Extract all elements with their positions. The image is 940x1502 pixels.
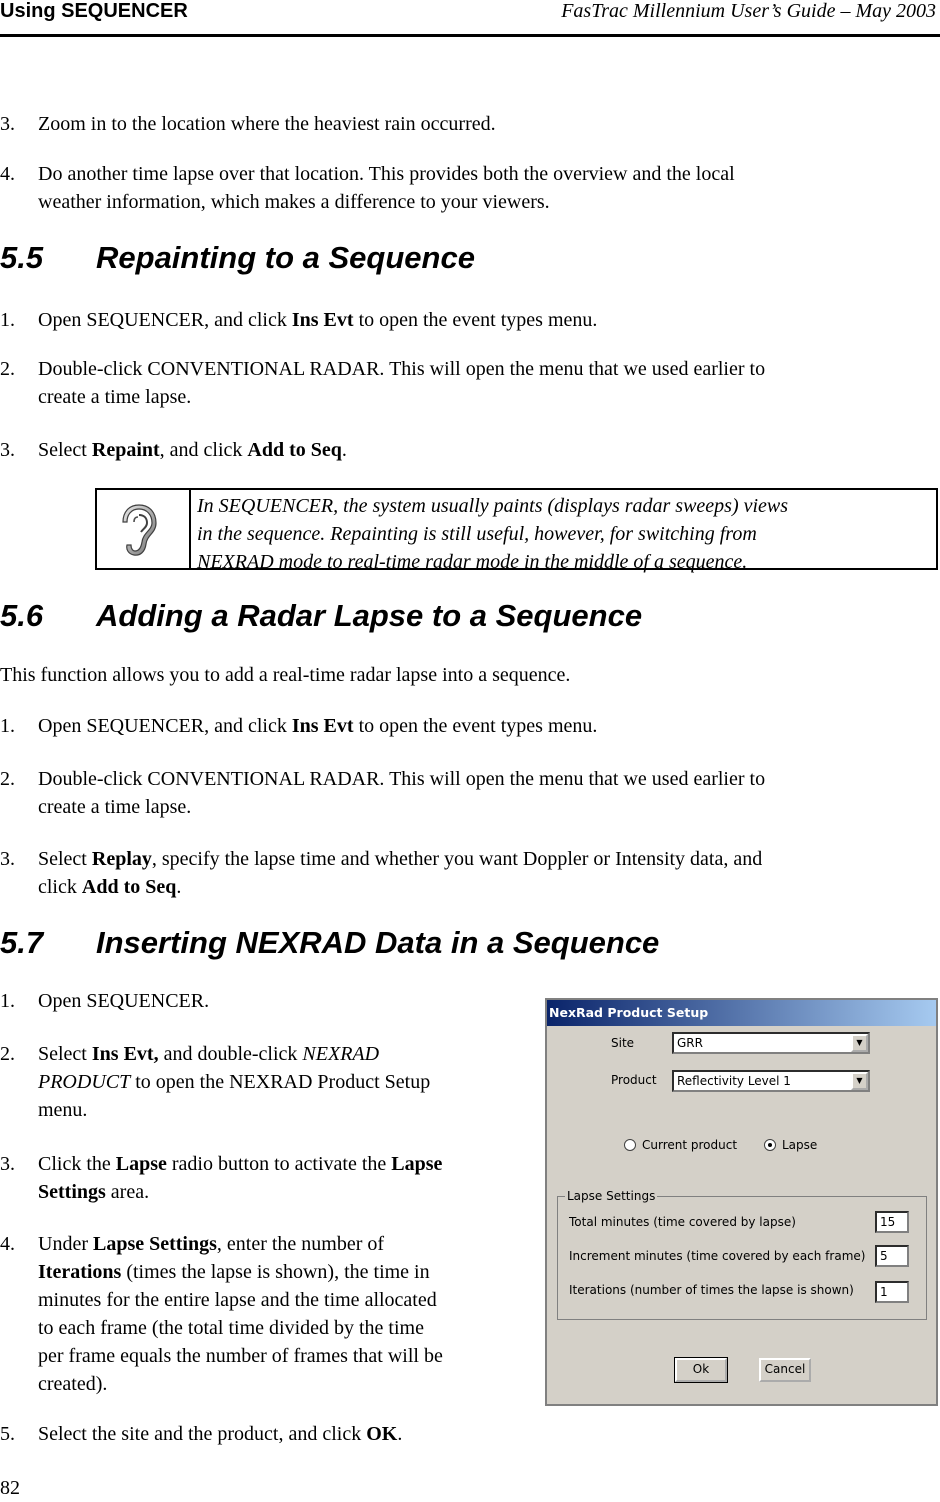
chevron-down-icon[interactable]: ▼ bbox=[851, 1034, 868, 1052]
site-label: Site bbox=[611, 1036, 635, 1050]
header-section-title: Using SEQUENCER bbox=[0, 0, 188, 22]
header-guide-title: FasTrac Millennium User’s Guide – May 2003 bbox=[561, 0, 936, 22]
current-product-radio[interactable] bbox=[624, 1139, 636, 1151]
note-icon-cell bbox=[97, 490, 191, 568]
increment-minutes-label: Increment minutes (time covered by each frame) bbox=[569, 1249, 866, 1263]
cancel-button[interactable]: Cancel bbox=[759, 1358, 811, 1382]
ear-icon bbox=[119, 502, 159, 558]
note-box bbox=[95, 488, 938, 573]
page-number: 82 bbox=[0, 1477, 20, 1499]
paragraph: This function allows you to add a real-time radar lapse into a sequence. bbox=[0, 664, 571, 686]
iterations-label: Iterations (number of times the lapse is shown) bbox=[569, 1283, 854, 1297]
site-select[interactable]: GRR ▼ bbox=[672, 1032, 870, 1054]
lapse-radio[interactable] bbox=[764, 1139, 776, 1151]
total-minutes-label: Total minutes (time covered by lapse) bbox=[569, 1215, 796, 1229]
increment-minutes-input[interactable]: 5 bbox=[875, 1245, 909, 1267]
nexrad-product-setup-dialog bbox=[545, 998, 938, 1406]
lapse-settings-legend: Lapse Settings bbox=[567, 1189, 656, 1203]
total-minutes-input[interactable]: 15 bbox=[875, 1211, 909, 1233]
product-select[interactable]: Reflectivity Level 1 ▼ bbox=[672, 1070, 870, 1092]
dialog-title: NexRad Product Setup bbox=[547, 1000, 936, 1026]
lapse-radio-label: Lapse bbox=[782, 1138, 818, 1152]
header-rule bbox=[0, 34, 940, 37]
note-text: In SEQUENCER, the system usually paints (displays radar sweeps) views in the sequence. Repainting is still useful, however, for switching from NEXRAD mode to real-time radar mode in the middle of a sequence. bbox=[197, 495, 789, 573]
ok-button[interactable]: Ok bbox=[675, 1358, 727, 1382]
current-product-label: Current product bbox=[642, 1138, 738, 1152]
product-label: Product bbox=[611, 1073, 657, 1087]
chevron-down-icon[interactable]: ▼ bbox=[851, 1072, 868, 1090]
iterations-input[interactable]: 1 bbox=[875, 1281, 909, 1303]
